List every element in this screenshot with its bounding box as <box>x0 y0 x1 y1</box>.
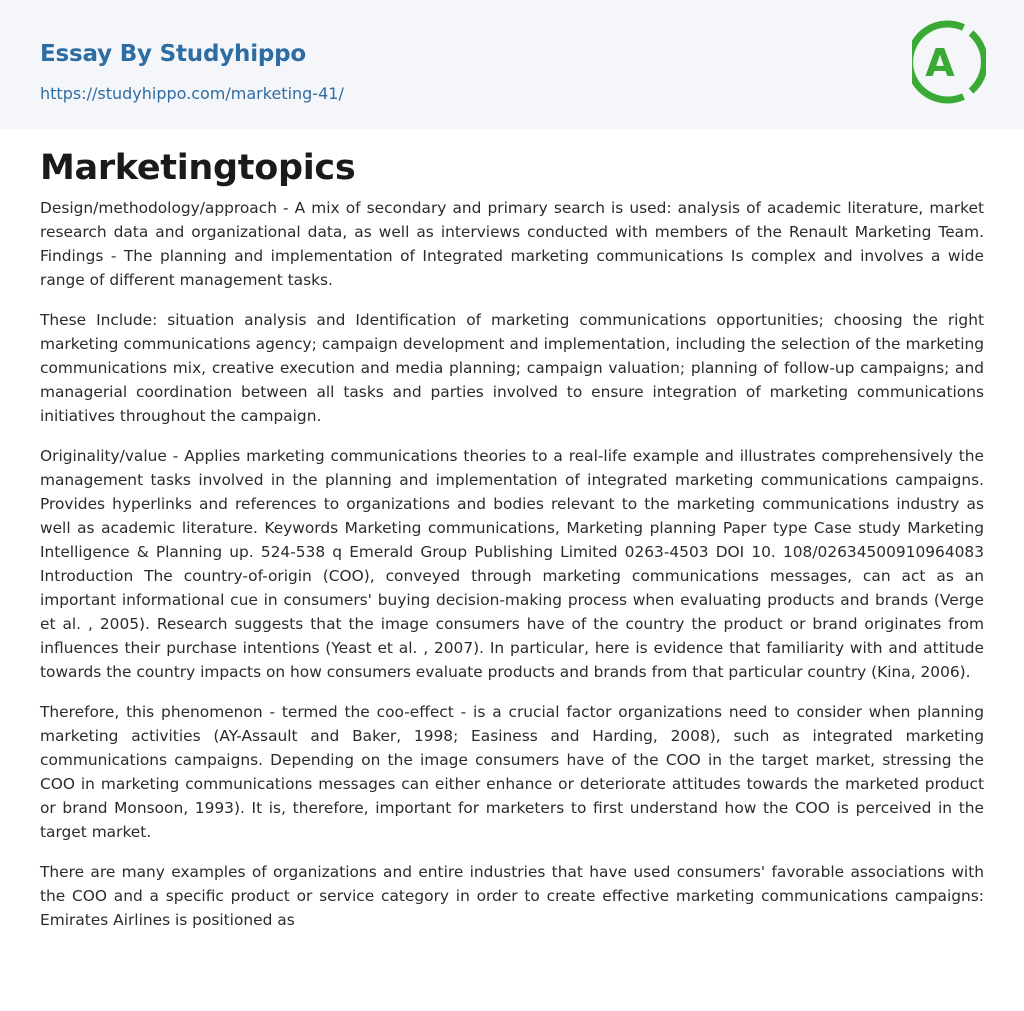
article-paragraph: Design/methodology/approach - A mix of secondary and primary search is used: analysis of academic literature, market research data and organizational data, as well as interviews conducted with members of the Renault Marketing Team. Findings - The planning and implementation of Integrated marketing communications Is complex and involves a wide range of different management tasks. <box>40 199 984 289</box>
article-paragraph: There are many examples of organizations and entire industries that have used consumers' favorable associations with the COO and a specific product or service category in order to create effective marketing communications campaigns: Emirates Airlines is positioned as <box>40 863 984 929</box>
article-paragraph: Therefore, this phenomenon - termed the coo-effect - is a crucial factor organizations need to consider when planning marketing activities (AY-Assault and Baker, 1998; Easiness and Harding, 2008), such as integrated marketing communications campaigns. Depending on the image consumers have of the COO in the target market, stressing the COO in marketing communications messages can either enhance or deteriorate attitudes towards the marketed product or brand Monsoon, 1993). It is, therefore, important for marketers to first understand how the COO is perceived in the target market. <box>40 703 984 841</box>
article-content <box>40 146 984 948</box>
page-title: Marketingtopics <box>40 148 356 188</box>
article-paragraph: These Include: situation analysis and Identification of marketing communications opportunities; choosing the right marketing communications agency; campaign development and implementation, including the selection of the marketing communications mix, creative execution and media planning; campaign valuation; planning of follow-up campaigns; and managerial coordination between all tasks and parties involved to ensure integration of marketing communications initiatives throughout the campaign. <box>40 311 984 425</box>
site-title[interactable]: Essay By Studyhippo <box>40 41 307 67</box>
site-header <box>0 0 1024 129</box>
essay-url-link[interactable]: https://studyhippo.com/marketing-41/ <box>40 84 344 103</box>
studyhippo-logo-icon[interactable] <box>912 20 986 104</box>
article-paragraph: Originality/value - Applies marketing communications theories to a real-life example and illustrates comprehensively the management tasks involved in the planning and implementation of integrated marketing communications campaigns. Provides hyperlinks and references to organizations and bodies relevant to the marketing communications industry as well as academic literature. Keywords Marketing communications, Marketing planning Paper type Case study Marketing Intelligence & Planning up. 524-538 q Emerald Group Publishing Limited 0263-4503 DOI 10. 108/02634500910964083 Introduction The country-of-origin (COO), conveyed through marketing communications messages, can act as an important informational cue in consumers' buying decision-making process when evaluating products and brands (Verge et al. , 2005). Research suggests that the image consumers have of the country the product or brand originates from influences their purchase intentions (Yeast et al. , 2007). In particular, here is evidence that familiarity with and attitude towards the country impacts on how consumers evaluate products and brands from that particular country (Kina, 2006). <box>40 447 984 681</box>
logo-letter: A <box>925 41 955 85</box>
